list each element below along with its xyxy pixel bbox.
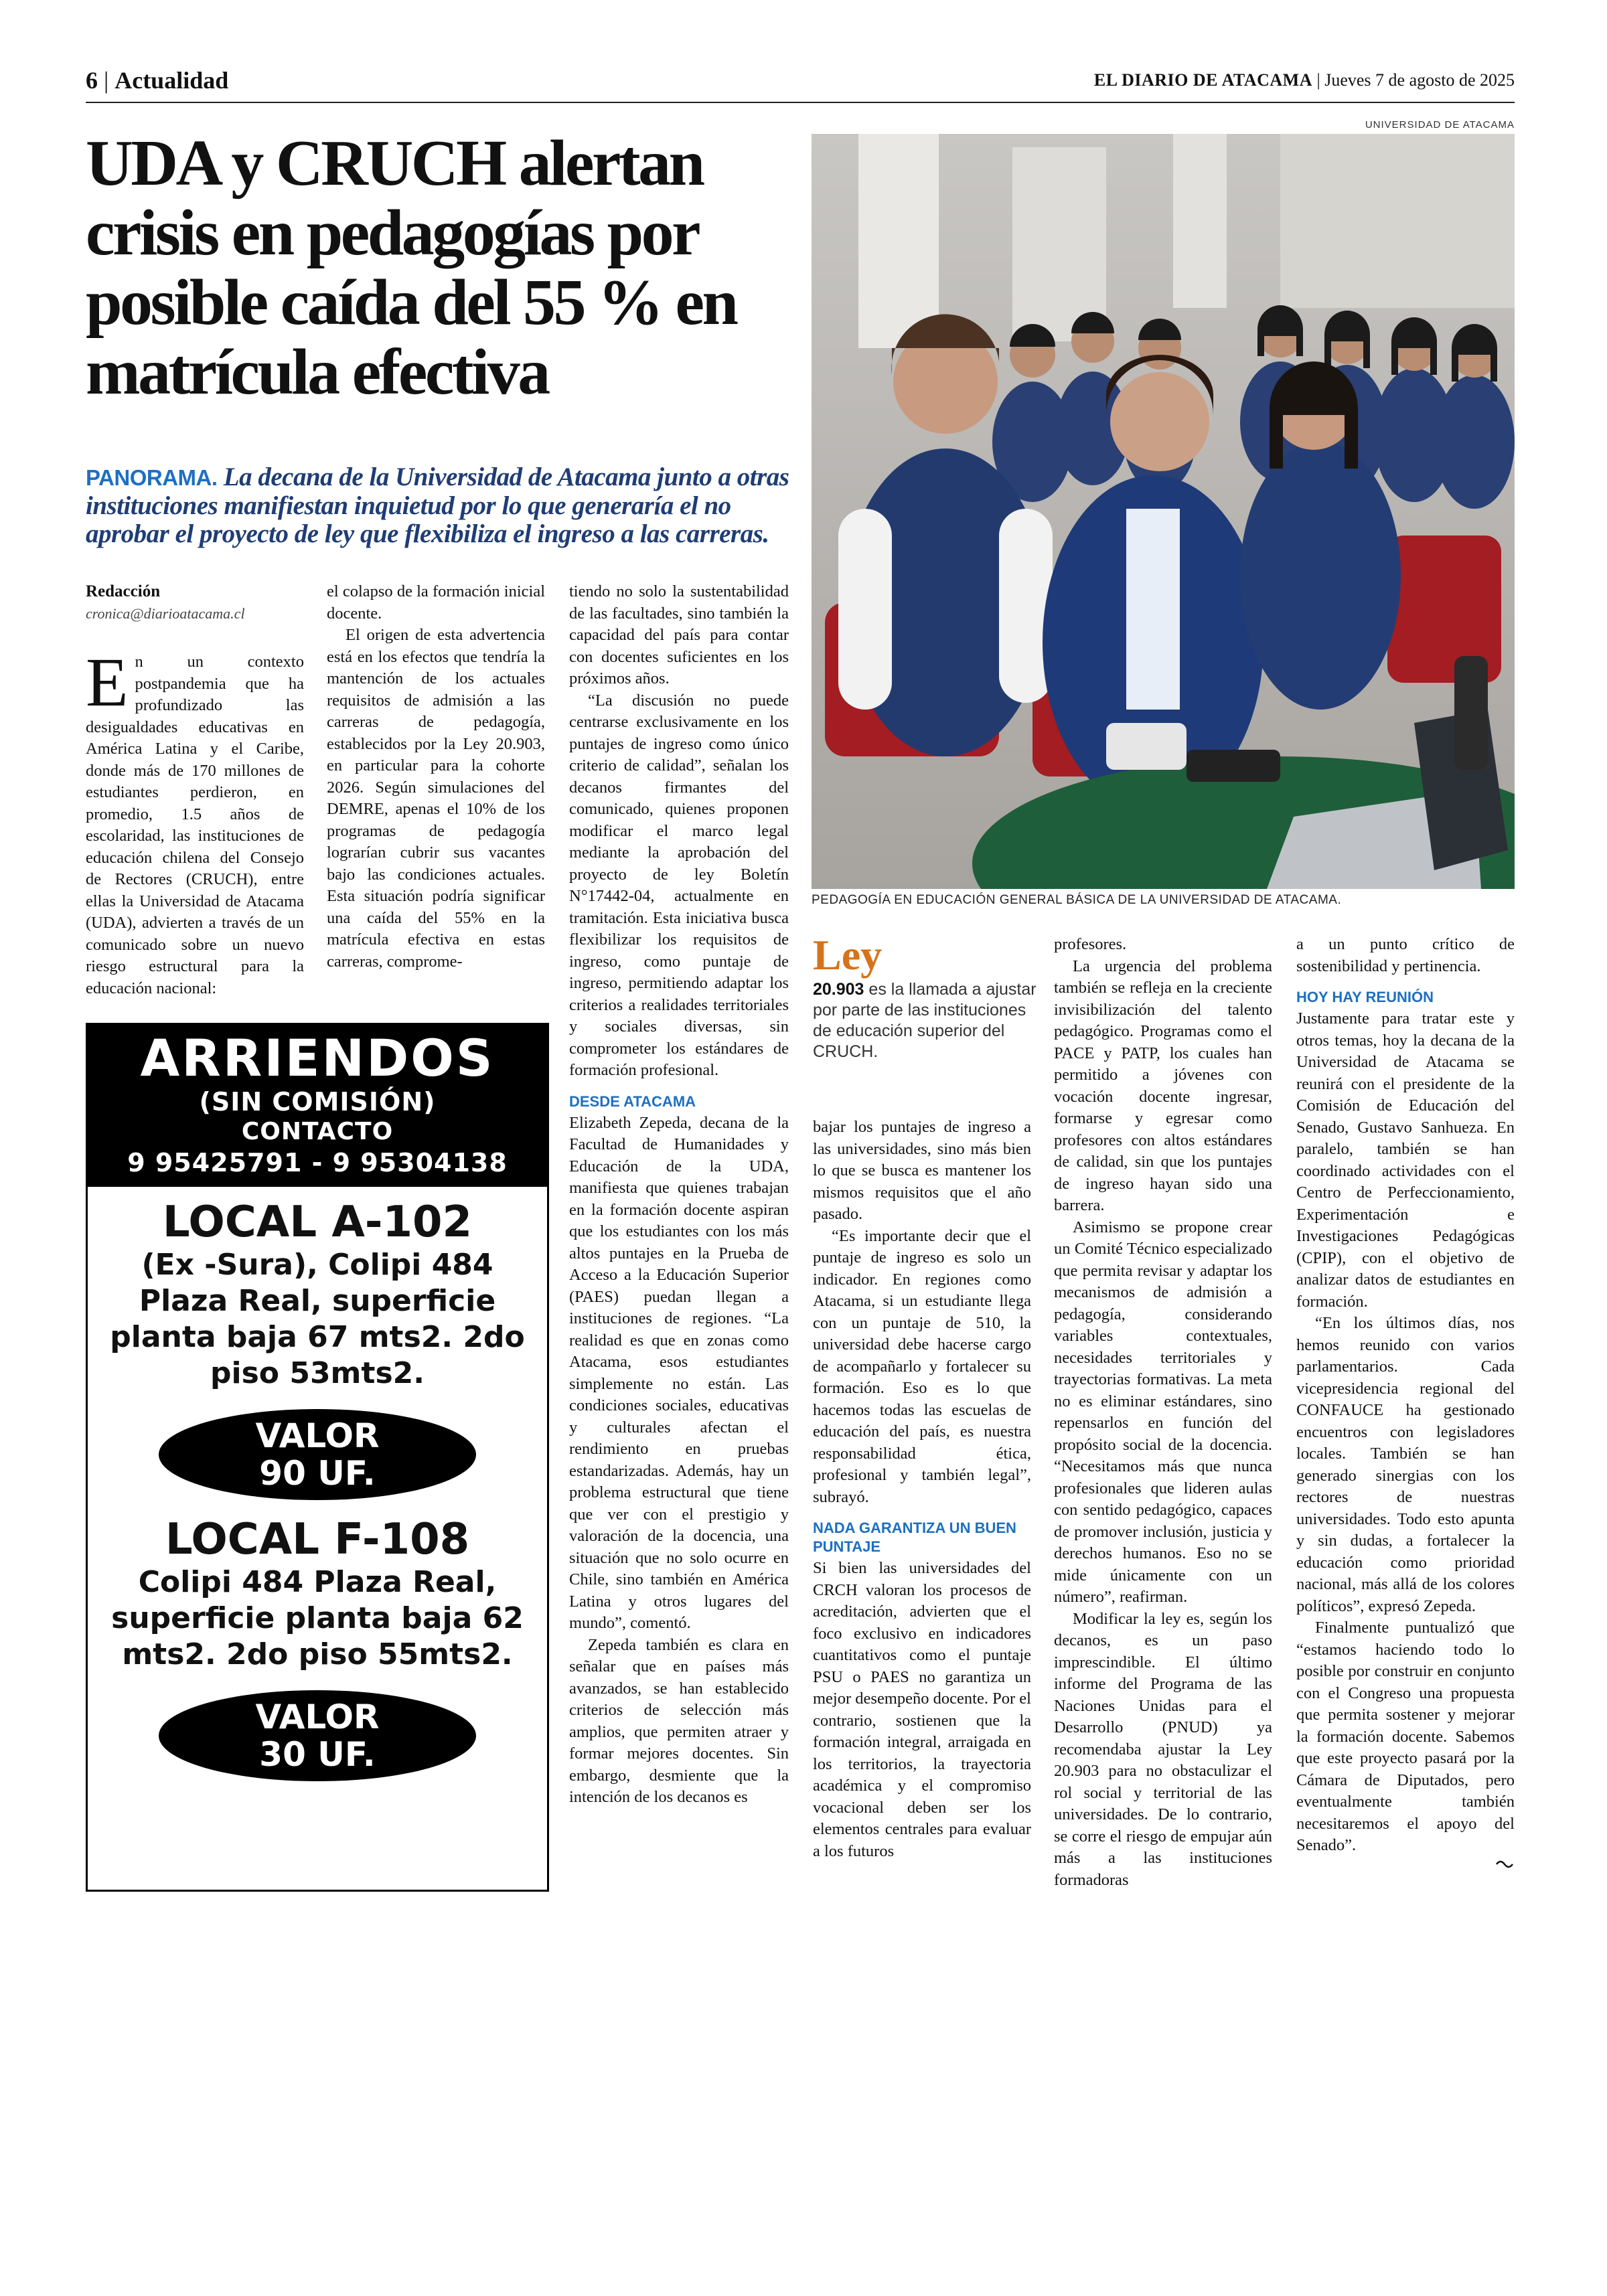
ad-header [88, 1025, 547, 1187]
local1-price-badge [159, 1409, 476, 1500]
paragraph: El origen de esta advertencia está en los efectos que tendría la mantención de los actuales requisitos de admisión a las carreras de pedagogía, establecidos por la Ley 20.903, en particular para la cohorte 2026. Según simulaciones del DEMRE, apenas el 10% de los programas de pedagogía lograrían cubrir sus vacantes bajo las condiciones actuales. Esta situación podría significar una caída del 55% en la matrícula efectiva en estas carreras, comprome- [327, 626, 545, 971]
paragraph: “Es importante decir que el puntaje de ingreso es solo un indicador. En regiones como Atacama, si un estudiante llega con un puntaje de 510, la universidad debe hacerse cargo de acompañarlo y fortalecer su formación. Eso es lo que hacemos todas las escuelas de educación del país, es nuestra responsabilidad ética, profesional y también legal”, subrayó. [813, 1226, 1031, 1506]
masthead-info: EL DIARIO DE ATACAMA | Jueves 7 de agosto de 2025 [1093, 70, 1515, 90]
ley-title: Ley [813, 931, 883, 979]
headline: UDA y CRUCH alertan crisis en pedagogías por posible caída del 55 % en matrícula efectiva [86, 127, 737, 408]
ley-number: 20.903 [813, 980, 864, 999]
ley-factbox [813, 931, 1041, 1062]
price-label: VALOR [255, 1698, 380, 1736]
lead-paragraph [86, 463, 795, 548]
paragraph: a un punto crítico de sostenibilidad y pertinencia. [1296, 935, 1515, 975]
local2-desc: Colipi 484 Plaza Real, superficie planta baja 62 mts2. 2do piso 55mts2. [111, 1565, 524, 1671]
price-value: 90 UF. [259, 1454, 376, 1493]
photo-credit: UNIVERSIDAD DE ATACAMA [1365, 119, 1515, 131]
article-column-2 [327, 581, 545, 973]
newspaper-name: EL DIARIO DE ATACAMA [1093, 70, 1312, 90]
subhead-hoy-hay-reunion: HOY HAY REUNIÓN [1296, 989, 1434, 1005]
ad-contact-label: CONTACTO [241, 1118, 394, 1145]
drop-cap: E [86, 644, 129, 721]
subhead-desde-atacama: DESDE ATACAMA [569, 1092, 696, 1110]
paragraph: Asimismo se propone crear un Comité Técnico especializado que permita revisar y adaptar los mecanismos de admisión a pedagogía, considerando variables contextuales, necesidades territoriales y trayectorias formativas. La meta no es eliminar estándares, sino repensarlos en función del propósito social de la docencia. “Necesitamos más que nunca profesionales que lideren aulas con sentido pedagógico, capaces de promover inclusión, justicia y derechos humanos. Eso no se mide únicamente con un número”, reafirman. [1054, 1218, 1272, 1606]
lead-kicker: PANORAMA. [86, 465, 218, 490]
paragraph: Finalmente puntualizó que “estamos haciendo todo lo posible por construir en conjunto con el Congreso una propuesta que permita sostener y mejorar la formación docente. Sabemos que este proyecto pasará por la Cámara de Diputados, pero eventualmente también necesitaremos el apoyo del Senado”. [1296, 1619, 1515, 1854]
local2-price-badge [159, 1690, 476, 1781]
article-column-6 [1296, 934, 1515, 1874]
price-label: VALOR [255, 1416, 380, 1455]
paragraph: Si bien las universidades del CRCH valoran los procesos de acreditación, advierten que el foco exclusivo en indicadores cuantitativos como el puntaje PSU o PAES no garantiza un mejor desempeño docente. Por el contrario, sostienen que la formación integral, arraigada en los territorios, la trayectoria académica y el compromiso vocacional deben ser los elementos centrales para evaluar a los futuros [813, 1559, 1031, 1860]
paragraph: profesores. [1054, 935, 1127, 953]
header-rule [86, 102, 1515, 103]
paragraph: “La discusión no puede centrarse exclusivamente en los puntajes de ingreso como único criterio de calidad”, señalan los decanos firmantes del comunicado, quienes proponen modificar el marco legal mediante la aprobación del proyecto de ley Boletín N°17442-04, actualmente en tramitación. Esta iniciativa busca flexibilizar los requisitos de ingreso, como puntaje de ingreso, permitiendo adaptar los criterios a realidades territoriales y sociales diversas, sin comprometer los estándares de formación profesional. [569, 691, 789, 1079]
ad-subtitle: (SIN COMISIÓN) [199, 1087, 436, 1117]
paragraph: “En los últimos días, nos hemos reunido con varios parlamentarios. Cada vicepresidencia regional del CONFAUCE ha gestionado encuentros con legisladores locales. También se han generado sinergias con los rectores de nuestras universidades. Todo esto apunta y sin dudas, a fortalecer la educación como prioridad nacional, más allá de los colores políticos”, expresó Zepeda. [1296, 1314, 1515, 1615]
section-name: Actualidad [114, 67, 229, 94]
paragraph: el colapso de la formación inicial docente. [327, 582, 545, 623]
paragraph: Justamente para tratar este y otros temas, hoy la decana de la Universidad de Atacama se reunirá con el presidente de la Comisión de Educación del Senado, Gustavo Sanhueza. En paralelo, también se han coordinado actividades con el Centro de Perfeccionamiento, Experimentación e Investigaciones Pedagógicas (CPIP), con el objetivo de analizar datos de estudiantes en formación. [1296, 1009, 1515, 1311]
classroom-photo-illustration [812, 134, 1515, 889]
article-column-4 [813, 1117, 1031, 1862]
end-mark-icon [1296, 1857, 1515, 1874]
paragraph: tiendo no solo la sustentabilidad de las facultades, sino también la capacidad del país para contar con docentes suficientes en los próximos años. [569, 582, 789, 687]
byline [86, 581, 304, 625]
issue-date: Jueves 7 de agosto de 2025 [1324, 70, 1515, 90]
paragraph: Modificar la ley es, según los decanos, es un paso imprescindible. El último informe del Programa de las Naciones Unidas para el Desarrollo (PNUD) ya recomendaba ajustar la Ley 20.903 para no obstaculizar el rol social y territorial de las universidades. De lo contrario, se corre el riesgo de empujar aún más a las instituciones formadoras [1054, 1609, 1272, 1889]
photo-caption: PEDAGOGÍA EN EDUCACIÓN GENERAL BÁSICA DE LA UNIVERSIDAD DE ATACAMA. [812, 893, 1342, 907]
local1-name: LOCAL A-102 [162, 1198, 473, 1247]
local1-desc: (Ex -Sura), Colipi 484 Plaza Real, superficie planta baja 67 mts2. 2do piso 53mts2. [110, 1248, 525, 1390]
classified-ad [86, 1023, 549, 1892]
price-value: 30 UF. [259, 1735, 376, 1774]
ad-phones: 9 95425791 - 9 95304138 [127, 1148, 508, 1177]
paragraph: En un contexto postpandemia que ha profundizado las desigualdades educativas en América Latina y el Caribe, donde más de 170 millones de estudiantes perdieron, en promedio, 1.5 años de escolaridad, las instituciones de educación chilena del Consejo de Rectores (CRUCH), entre ellas la Universidad de Atacama (UDA), advierten a través de un comunicado sobre un nuevo riesgo estructural para la educación nacional: [86, 644, 304, 997]
paragraph: bajar los puntajes de ingreso a las universidades, sino más bien lo que se busca es mantener los mismos requisitos que el año pasado. [813, 1118, 1031, 1223]
article-photo [812, 134, 1515, 889]
paragraph: Zepeda también es clara en señalar que en países más avanzados, se han establecido criterios de selección más amplios, que permiten atraer y formar mejores docentes. Sin embargo, desmiente que la intención de los decanos es [569, 1635, 789, 1806]
byline-email: cronica@diarioatacama.cl [86, 604, 245, 622]
subhead-nada-garantiza: NADA GARANTIZA UN BUEN PUNTAJE [813, 1520, 1016, 1555]
local2-name: LOCAL F-108 [165, 1515, 470, 1564]
page-section: 6 | Actualidad [86, 67, 229, 94]
page-number: 6 [86, 67, 98, 94]
ley-text: 20.903 es la llamada a ajustar por parte de las instituciones de educación superior del CRUCH. [813, 980, 1037, 1061]
ad-title: ARRIENDOS [140, 1028, 495, 1088]
paragraph: Elizabeth Zepeda, decana de la Facultad de Humanidades y Educación de la UDA, manifiesta que quienes trabajan en la formación docente aspiran que los estudiantes con los más altos puntajes en la Prueba de Acceso a la Educación Superior (PAES) puedan llegan a instituciones de regiones. “La realidad es que en zonas como Atacama, esos estudiantes simplemente no están. Las condiciones sociales, educativas y culturales afectan el rendimiento en pruebas estandarizadas. Además, hay un problema estructural que tiene que ver con el prestigio y valoración de la docencia, una situación que no solo ocurre en Chile, sino también en América Latina y otros lugares del mundo”, comentó. [569, 1113, 789, 1632]
lead-text: La decana de la Universidad de Atacama junto a otras instituciones manifiestan inquietud por lo que generaría el no aprobar el proyecto de ley que flexibiliza el ingreso a las carreras. [86, 463, 789, 548]
article-column-5 [1054, 934, 1272, 1891]
byline-name: Redacción [86, 582, 161, 600]
paragraph: La urgencia del problema también se refleja en la creciente invisibilización del talento pedagógico. Programas como el PACE y PATP, los cuales han permitido a jóvenes con vocación docente ingresar, formarse y egresar como profesores con altos estándares de calidad, sin que los puntajes de ingreso hayan sido una barrera. [1054, 957, 1272, 1214]
article-column-1 [86, 581, 304, 999]
page-header [86, 62, 1515, 99]
article-column-3 [569, 581, 789, 1809]
